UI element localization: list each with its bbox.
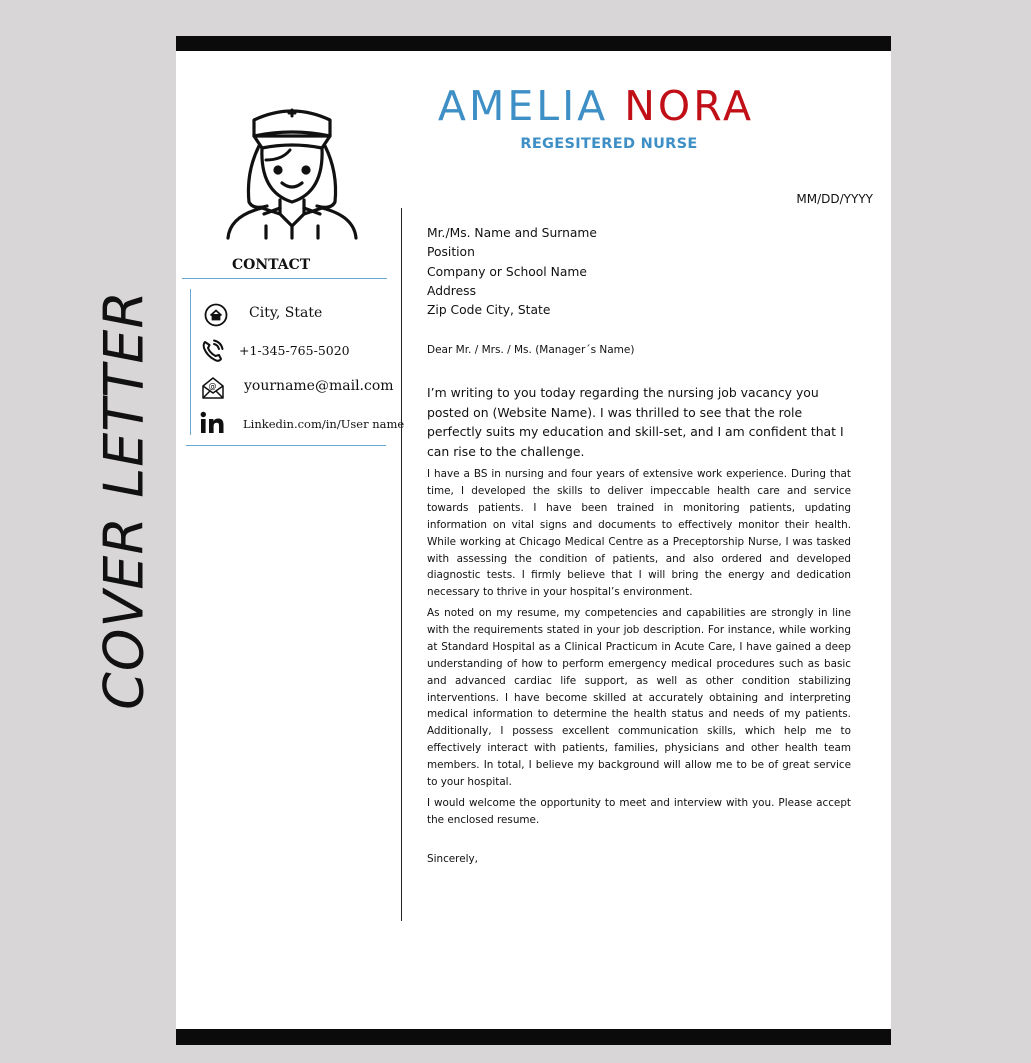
recipient-position: Position xyxy=(427,245,475,260)
contact-divider-bottom xyxy=(186,445,386,446)
salutation: Dear Mr. / Mrs. / Ms. (Manager´s Name) xyxy=(427,344,635,356)
column-divider xyxy=(401,208,402,921)
home-icon xyxy=(203,302,229,328)
body-paragraph-experience: I have a BS in nursing and four years of extensive work experience. During that time, I developed the skills to deliver impeccable health care and service towards patients. I have been trained in monitoring patients, updating information on vital signs and documents to effectively monitor their health. While working at Chicago Medical Centre as a Preceptorship Nurse, I was tasked with assessing the condition of patients, and also ordered and developed diagnostic tests. I firmly believe that I will bring the energy and dedication necessary to thrive in your hospital’s environment. xyxy=(427,468,851,599)
intro-paragraph: I’m writing to you today regarding the nursing job vacancy you posted on (Website Name). I was thrilled to see that the role perfectly suits my education and skill-set, and I am confident that I can rise to the challenge. xyxy=(427,385,844,459)
body-paragraph-closing: I would welcome the opportunity to meet and interview with you. Please accept the enclosed resume. xyxy=(427,797,851,826)
recipient-block xyxy=(427,224,597,320)
letter-date: MM/DD/YYYY xyxy=(796,192,873,206)
contact-divider-top xyxy=(182,278,387,279)
svg-text:@: @ xyxy=(208,381,217,391)
side-label xyxy=(92,290,156,710)
contact-linkedin: Linkedin.com/in/User name xyxy=(243,417,405,431)
bottom-bar xyxy=(176,1029,891,1045)
job-title: REGESITERED NURSE xyxy=(520,136,698,152)
recipient-name: Mr./Ms. Name and Surname xyxy=(427,226,597,240)
body-paragraph-competencies: As noted on my resume, my competencies and capabilities are strongly in line with the requirements stated in your job description. For instance, while working at Standard Hospital as a Clinical Practicum in Acute Care, I have gained a deep understanding of how to perform emergency medical procedures such as basic and advanced cardiac life support, as well as other condition stabilizing interventions. I have become skilled at accurately obtaining and interpreting medical information to determine the health status and needs of my patients. Additionally, I possess excellent communication skills, which help me to effectively interact with patients, families, physicians and other health team members. In total, I believe my background will allow me to be of great service to your hospital. xyxy=(427,607,851,789)
linkedin-icon xyxy=(199,410,225,436)
top-bar xyxy=(176,36,891,51)
sign-off: Sincerely, xyxy=(427,853,478,865)
first-name: AMELIA xyxy=(437,82,609,130)
contact-heading: CONTACT xyxy=(232,257,311,273)
contact-location: City, State xyxy=(249,305,323,321)
applicant-name xyxy=(416,82,776,130)
nurse-avatar-icon xyxy=(222,102,362,240)
contact-email: yourname@mail.com xyxy=(244,378,394,394)
recipient-address: Address xyxy=(427,283,476,298)
side-label-text: COVER LETTER xyxy=(92,290,156,710)
phone-icon xyxy=(200,338,226,364)
contact-phone: +1-345-765-5020 xyxy=(239,343,350,358)
cover-letter-page xyxy=(176,36,891,1045)
recipient-zip-city: Zip Code City, State xyxy=(427,303,551,318)
last-name: NORA xyxy=(624,82,755,130)
recipient-company: Company or School Name xyxy=(427,264,587,279)
contact-divider-left xyxy=(190,289,191,435)
email-icon xyxy=(200,375,226,401)
